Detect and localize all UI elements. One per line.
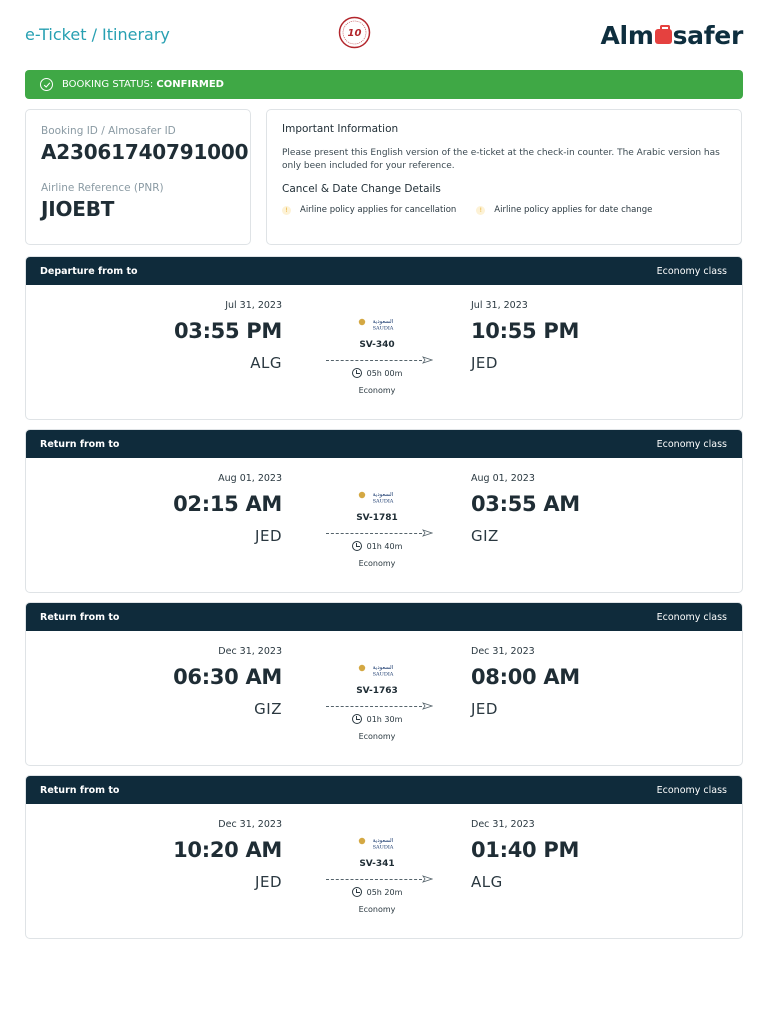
cabin-class: Economy bbox=[358, 559, 396, 568]
arrival-airport: JED bbox=[471, 354, 498, 372]
departure-airport: JED bbox=[255, 527, 282, 545]
segment-heading: Departure from to bbox=[40, 265, 138, 277]
svg-text:SAUDIA: SAUDIA bbox=[372, 844, 394, 850]
almosafer-logo bbox=[601, 21, 744, 50]
flight-number: SV-1781 bbox=[356, 513, 398, 523]
segment-heading: Return from to bbox=[40, 611, 120, 623]
flight-segment bbox=[25, 602, 743, 766]
arrival-time: 08:00 AM bbox=[471, 665, 580, 689]
arrival-time: 03:55 AM bbox=[471, 492, 580, 516]
pnr-value: JIOEBT bbox=[41, 197, 115, 221]
route-line bbox=[316, 354, 438, 366]
info-text: Please present this English version of the e-ticket at the check-in counter. The Arabic version has only been included for your reference. bbox=[282, 148, 720, 171]
svg-text:السعودية: السعودية bbox=[372, 319, 394, 325]
suitcase-icon bbox=[655, 29, 672, 44]
plane-icon bbox=[422, 528, 433, 538]
segment-class: Economy class bbox=[656, 438, 727, 450]
flight-duration bbox=[316, 887, 438, 897]
cancellation-policy bbox=[282, 205, 456, 215]
arrival-date: Dec 31, 2023 bbox=[471, 819, 535, 830]
clock-icon bbox=[352, 368, 362, 378]
cabin-class: Economy bbox=[358, 732, 396, 741]
logo-text-right: safer bbox=[672, 21, 743, 50]
clock-icon bbox=[352, 541, 362, 551]
warning-icon: ! bbox=[476, 206, 485, 215]
segment-heading: Return from to bbox=[40, 438, 120, 450]
saudia-logo-icon bbox=[357, 490, 397, 504]
segment-header bbox=[26, 430, 742, 458]
plane-icon bbox=[422, 355, 433, 365]
saudia-logo-icon bbox=[357, 836, 397, 850]
route-line bbox=[316, 873, 438, 885]
status-label: BOOKING STATUS: bbox=[62, 79, 154, 90]
segment-class: Economy class bbox=[656, 611, 727, 623]
anniversary-badge-icon bbox=[338, 16, 371, 49]
arrival-time: 10:55 PM bbox=[471, 319, 580, 343]
cancel-title: Cancel & Date Change Details bbox=[282, 183, 441, 195]
info-title: Important Information bbox=[282, 123, 399, 135]
flight-duration bbox=[316, 541, 438, 551]
departure-time: 10:20 AM bbox=[173, 838, 282, 862]
duration-text: 05h 00m bbox=[366, 368, 403, 378]
arrival-airport: JED bbox=[471, 700, 498, 718]
pnr-label: Airline Reference (PNR) bbox=[41, 182, 164, 194]
flight-segment bbox=[25, 256, 743, 420]
clock-icon bbox=[352, 714, 362, 724]
segment-header bbox=[26, 257, 742, 285]
booking-status-banner bbox=[25, 70, 743, 99]
arrival-date: Jul 31, 2023 bbox=[471, 300, 528, 311]
flight-number: SV-341 bbox=[359, 859, 395, 869]
important-info-card bbox=[266, 109, 742, 245]
arrival-date: Dec 31, 2023 bbox=[471, 646, 535, 657]
departure-date: Aug 01, 2023 bbox=[218, 473, 282, 484]
departure-date: Dec 31, 2023 bbox=[218, 646, 282, 657]
date-change-policy-text: Airline policy applies for date change bbox=[494, 205, 653, 215]
route-line bbox=[316, 527, 438, 539]
flight-segment bbox=[25, 775, 743, 939]
flight-number: SV-340 bbox=[359, 340, 395, 350]
svg-text:SAUDIA: SAUDIA bbox=[372, 498, 394, 504]
cancellation-policy-text: Airline policy applies for cancellation bbox=[300, 205, 457, 215]
status-value: CONFIRMED bbox=[156, 79, 224, 90]
departure-airport: GIZ bbox=[254, 700, 282, 718]
arrival-time: 01:40 PM bbox=[471, 838, 580, 862]
segment-heading: Return from to bbox=[40, 784, 120, 796]
flight-duration bbox=[316, 368, 438, 378]
check-circle-icon bbox=[40, 78, 53, 91]
route-line bbox=[316, 700, 438, 712]
departure-airport: ALG bbox=[250, 354, 282, 372]
cabin-class: Economy bbox=[358, 386, 396, 395]
booking-id-value: A23061740791000 bbox=[41, 140, 249, 164]
booking-id-label: Booking ID / Almosafer ID bbox=[41, 125, 176, 137]
svg-text:السعودية: السعودية bbox=[372, 492, 394, 498]
svg-text:السعودية: السعودية bbox=[372, 665, 394, 671]
plane-icon bbox=[422, 701, 433, 711]
departure-airport: JED bbox=[255, 873, 282, 891]
svg-text:SAUDIA: SAUDIA bbox=[372, 671, 394, 677]
page-title: e-Ticket / Itinerary bbox=[25, 25, 170, 44]
booking-id-card bbox=[25, 109, 251, 245]
flight-segment bbox=[25, 429, 743, 593]
departure-time: 03:55 PM bbox=[173, 319, 282, 343]
arrival-airport: ALG bbox=[471, 873, 503, 891]
departure-time: 06:30 AM bbox=[173, 665, 282, 689]
departure-date: Dec 31, 2023 bbox=[218, 819, 282, 830]
clock-icon bbox=[352, 887, 362, 897]
saudia-logo-icon bbox=[357, 317, 397, 331]
segment-header bbox=[26, 776, 742, 804]
segment-header bbox=[26, 603, 742, 631]
segment-class: Economy class bbox=[656, 265, 727, 277]
svg-text:SAUDIA: SAUDIA bbox=[372, 325, 394, 331]
segment-class: Economy class bbox=[656, 784, 727, 796]
departure-time: 02:15 AM bbox=[173, 492, 282, 516]
flight-number: SV-1763 bbox=[356, 686, 398, 696]
duration-text: 05h 20m bbox=[366, 887, 403, 897]
svg-text:السعودية: السعودية bbox=[372, 838, 394, 844]
arrival-date: Aug 01, 2023 bbox=[471, 473, 535, 484]
departure-date: Jul 31, 2023 bbox=[225, 300, 282, 311]
saudia-logo-icon bbox=[357, 663, 397, 677]
anniversary-badge-text: 10 bbox=[347, 28, 362, 39]
duration-text: 01h 30m bbox=[366, 714, 403, 724]
date-change-policy bbox=[476, 205, 652, 215]
logo-text-left: Alm bbox=[600, 21, 654, 50]
flight-duration bbox=[316, 714, 438, 724]
warning-icon: ! bbox=[282, 206, 291, 215]
arrival-airport: GIZ bbox=[471, 527, 499, 545]
plane-icon bbox=[422, 874, 433, 884]
duration-text: 01h 40m bbox=[366, 541, 403, 551]
cabin-class: Economy bbox=[358, 905, 396, 914]
